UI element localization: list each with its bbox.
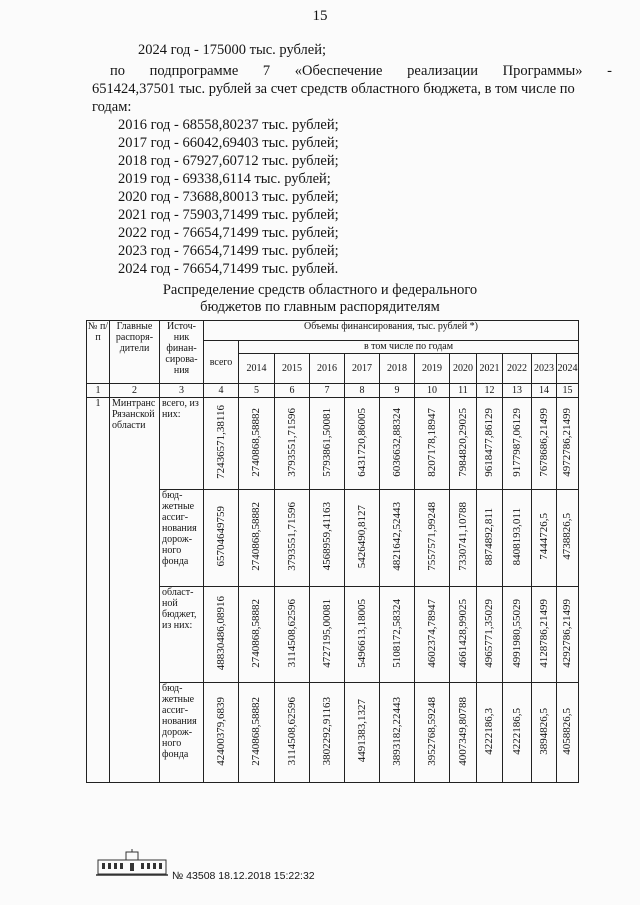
value-cell: 2740868,58882 bbox=[250, 696, 262, 766]
intro-word: 7 bbox=[262, 63, 271, 79]
value-cell: 8874892,811 bbox=[483, 507, 495, 566]
value-cell: 4491383,1327 bbox=[355, 699, 368, 763]
value-cell: 5496613,18005 bbox=[355, 598, 368, 668]
table-row bbox=[87, 398, 579, 490]
header-volumes: Объемы финансирования, тыс. рублей *) bbox=[204, 321, 579, 341]
col-number: 12 bbox=[477, 384, 503, 398]
header-total: всего bbox=[204, 341, 239, 384]
year-line: 2022 год - 76654,71499 тыс. рублей; bbox=[118, 225, 339, 241]
header-source: Источ-ник финан-сирова-ния bbox=[160, 321, 204, 384]
row-source: бюд-жетные ассиг-нования дорож-ного фонда bbox=[160, 490, 204, 587]
section-heading-line-2: бюджетов по главным распорядителям bbox=[200, 299, 440, 315]
year-line: 2024 год - 76654,71499 тыс. рублей. bbox=[118, 261, 339, 277]
intro-word: реализации bbox=[407, 63, 478, 79]
header-year: 2018 bbox=[380, 354, 415, 384]
value-cell: 3793551,71596 bbox=[285, 407, 298, 477]
value-cell: 2740868,58882 bbox=[250, 598, 262, 668]
intro-word: по bbox=[110, 63, 126, 79]
document-footer: № 43508 18.12.2018 15:22:32 bbox=[172, 870, 315, 882]
col-number: 11 bbox=[450, 384, 477, 398]
year-line: 2017 год - 66042,69403 тыс. рублей; bbox=[118, 135, 339, 151]
year-line: 2018 год - 67927,60712 тыс. рублей; bbox=[118, 153, 339, 169]
value-cell: 3893182,22443 bbox=[390, 696, 403, 766]
year-line: 2019 год - 69338,6114 тыс. рублей; bbox=[118, 171, 331, 187]
col-number: 2 bbox=[110, 384, 160, 398]
row-number: 1 bbox=[87, 398, 110, 783]
intro-line-3: 651424,37501 тыс. рублей за счет средств областного бюджета, в том числе по bbox=[92, 81, 575, 97]
header-num: № п/п bbox=[87, 321, 110, 384]
col-number: 13 bbox=[503, 384, 532, 398]
value-cell: 2740868,58882 bbox=[250, 407, 262, 477]
value-cell: 4292786,21499 bbox=[561, 598, 573, 668]
intro-line-2 bbox=[110, 63, 612, 81]
value-cell: 7330741,10788 bbox=[456, 502, 469, 571]
col-number: 8 bbox=[345, 384, 380, 398]
value-cell: 42400379,6839 bbox=[214, 696, 227, 766]
value-cell: 7557571,99248 bbox=[425, 502, 438, 571]
header-year: 2023 bbox=[532, 354, 557, 384]
value-cell: 4991980,55029 bbox=[510, 598, 523, 668]
intro-line-1: 2024 год - 175000 тыс. рублей; bbox=[138, 42, 326, 58]
col-number: 1 bbox=[87, 384, 110, 398]
value-cell: 4007349,80788 bbox=[456, 696, 469, 766]
header-year: 2019 bbox=[415, 354, 450, 384]
value-cell: 9177987,06129 bbox=[510, 407, 523, 477]
header-year: 2024 bbox=[557, 354, 579, 384]
value-cell: 9618477,86129 bbox=[483, 407, 495, 477]
intro-word: подпрограмме bbox=[149, 63, 239, 79]
header-year: 2021 bbox=[477, 354, 503, 384]
value-cell: 5426490,8127 bbox=[355, 504, 368, 569]
value-cell: 5108172,58324 bbox=[390, 598, 403, 668]
value-cell: 4058826,5 bbox=[561, 707, 573, 755]
value-cell: 4568959,41163 bbox=[320, 502, 333, 571]
row-source: всего, из них: bbox=[160, 398, 204, 490]
intro-word: «Обеспечение bbox=[294, 63, 383, 79]
value-cell: 3894826,5 bbox=[537, 707, 550, 755]
value-cell: 7678686,21499 bbox=[537, 407, 550, 477]
intro-word: - bbox=[607, 63, 613, 79]
table-row bbox=[87, 587, 579, 683]
header-by-years: в том числе по годам bbox=[239, 341, 579, 354]
col-number: 10 bbox=[415, 384, 450, 398]
row-source: бюд-жетные ассиг-нования дорож-ного фонда bbox=[160, 683, 204, 783]
year-line: 2020 год - 73688,80013 тыс. рублей; bbox=[118, 189, 339, 205]
header-year: 2020 bbox=[450, 354, 477, 384]
year-line: 2023 год - 76654,71499 тыс. рублей; bbox=[118, 243, 339, 259]
value-cell: 7984820,29025 bbox=[456, 407, 469, 477]
header-year: 2015 bbox=[275, 354, 310, 384]
value-cell: 7444726,5 bbox=[537, 513, 550, 560]
header-year: 2014 bbox=[239, 354, 275, 384]
row-owner: Минтранс Рязанской области bbox=[110, 398, 160, 783]
value-cell: 3114508,62596 bbox=[285, 598, 298, 668]
year-line: 2021 год - 75903,71499 тыс. рублей; bbox=[118, 207, 339, 223]
header-year: 2016 bbox=[310, 354, 345, 384]
col-number: 6 bbox=[275, 384, 310, 398]
col-number: 9 bbox=[380, 384, 415, 398]
value-cell: 3114508,62596 bbox=[285, 696, 298, 766]
value-cell: 72436571,38116 bbox=[214, 405, 227, 479]
page-number: 15 bbox=[312, 8, 328, 24]
value-cell: 3802292,91163 bbox=[320, 696, 333, 766]
funding-table bbox=[86, 320, 579, 783]
value-cell: 5793861,50081 bbox=[320, 407, 333, 477]
header-main: Главные распоря-дители bbox=[110, 321, 160, 384]
value-cell: 3952768,59248 bbox=[425, 696, 438, 766]
col-number: 4 bbox=[204, 384, 239, 398]
header-year: 2022 bbox=[503, 354, 532, 384]
value-cell: 4222186,5 bbox=[510, 707, 523, 755]
value-cell: 4222186,3 bbox=[483, 707, 495, 755]
table-row bbox=[87, 490, 579, 587]
col-number: 14 bbox=[532, 384, 557, 398]
value-cell: 2740868,58882 bbox=[250, 502, 262, 571]
value-cell: 6431720,86005 bbox=[355, 407, 368, 477]
value-cell: 4738826,5 bbox=[561, 513, 573, 560]
col-number: 3 bbox=[160, 384, 204, 398]
value-cell: 4128786,21499 bbox=[537, 598, 550, 668]
col-number: 7 bbox=[310, 384, 345, 398]
value-cell: 4661428,99025 bbox=[456, 598, 469, 668]
col-number: 5 bbox=[239, 384, 275, 398]
value-cell: 4965771,35029 bbox=[483, 598, 495, 668]
value-cell: 65704649759 bbox=[214, 506, 227, 567]
value-cell: 48830486,08916 bbox=[214, 595, 227, 671]
value-cell: 4972786,21499 bbox=[561, 407, 573, 477]
value-cell: 3793551,71596 bbox=[285, 502, 298, 571]
row-source: област-ной бюджет, из них: bbox=[160, 587, 204, 683]
intro-word: Программы» bbox=[502, 63, 583, 79]
header-year: 2017 bbox=[345, 354, 380, 384]
value-cell: 4602374,78947 bbox=[425, 598, 438, 668]
value-cell: 4821642,52443 bbox=[390, 502, 403, 571]
year-line: 2016 год - 68558,80237 тыс. рублей; bbox=[118, 117, 339, 133]
section-heading-line-1: Распределение средств областного и федерального bbox=[162, 282, 478, 298]
value-cell: 6036632,88324 bbox=[390, 407, 403, 477]
value-cell: 4727195,00081 bbox=[320, 598, 333, 668]
col-number: 15 bbox=[557, 384, 579, 398]
value-cell: 8408193,011 bbox=[510, 507, 523, 566]
intro-line-4: годам: bbox=[92, 99, 132, 115]
table-row bbox=[87, 683, 579, 783]
building-logo-icon bbox=[96, 848, 168, 878]
value-cell: 8207178,18947 bbox=[425, 407, 438, 477]
